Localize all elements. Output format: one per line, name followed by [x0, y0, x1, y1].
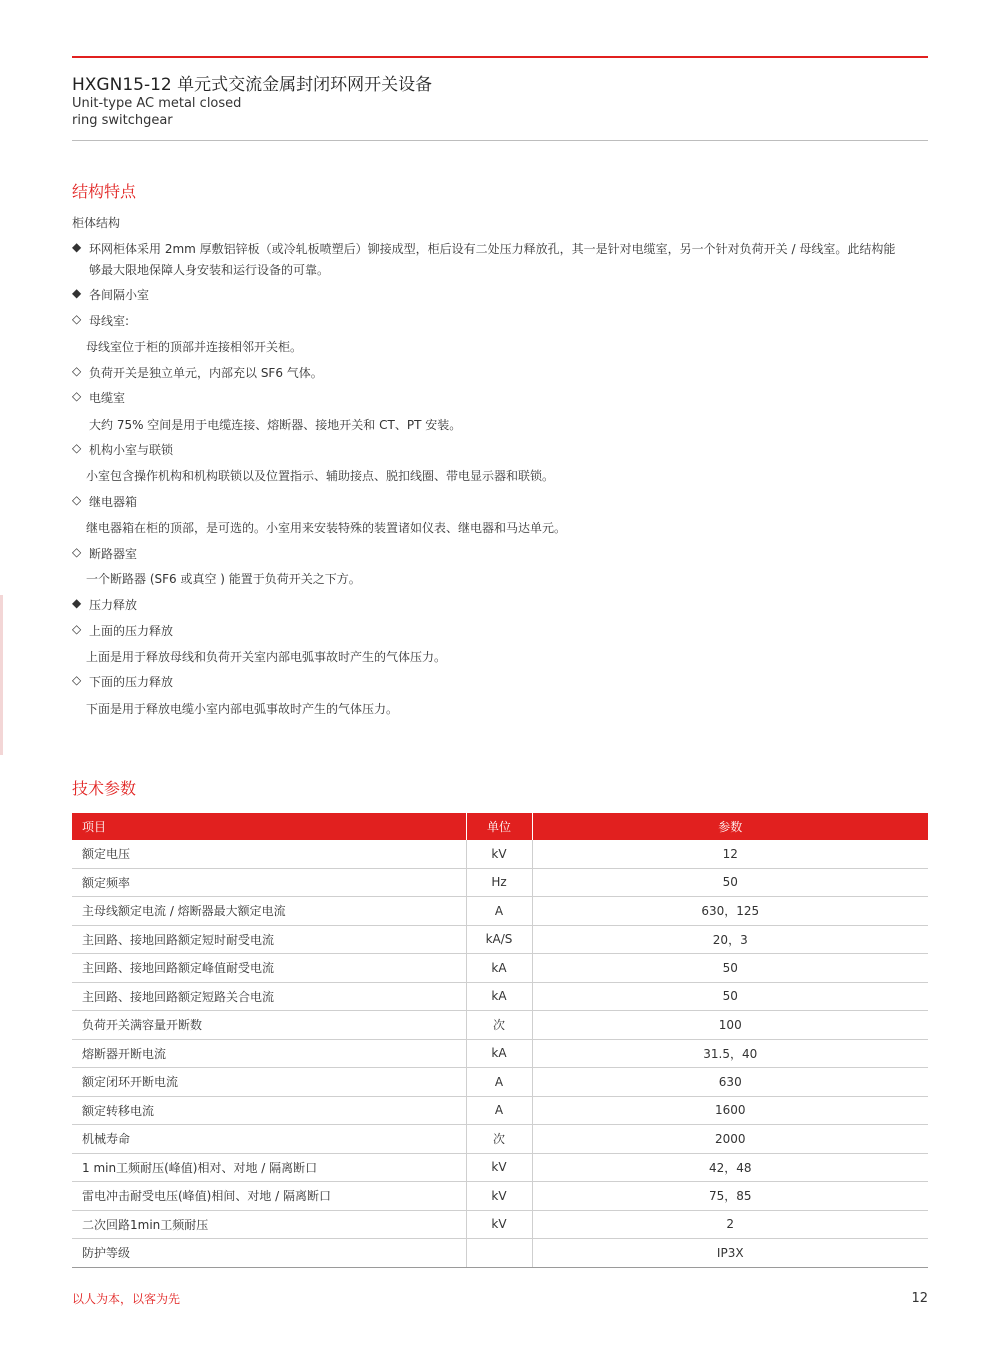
side-decoration — [0, 595, 3, 755]
table-row — [72, 840, 928, 868]
table-row — [72, 954, 928, 983]
lower-pressure-text: 下面是用于释放电缆小室内部电弧事故时产生的气体压力。 — [86, 702, 399, 716]
row-value: 630，125 — [532, 897, 928, 926]
row-item: 负荷开关满容量开断数 — [72, 1011, 466, 1040]
row-unit: 次 — [466, 1125, 532, 1154]
row-item: 额定频率 — [72, 868, 466, 897]
open-diamond-icon: ◇ — [72, 493, 82, 507]
table-row — [72, 1039, 928, 1068]
table-row — [72, 1011, 928, 1040]
structure-heading: 结构特点 — [72, 182, 137, 201]
mechanism-text: 小室包含操作机构和机构联锁以及位置指示、辅助接点、脱扣线圈、带电显示器和联锁。 — [86, 469, 555, 483]
compartments-title: 各间隔小室 — [89, 288, 150, 302]
row-unit: 次 — [466, 1011, 532, 1040]
table-row — [72, 1125, 928, 1154]
table-header-row — [72, 813, 928, 840]
upper-pressure-title: 上面的压力释放 — [89, 624, 174, 638]
row-item: 主回路、接地回路额定峰值耐受电流 — [72, 954, 466, 983]
row-value: 100 — [532, 1011, 928, 1040]
column-header-item: 项目 — [72, 813, 466, 840]
row-unit: kV — [466, 1153, 532, 1182]
row-unit: kA — [466, 982, 532, 1011]
row-item: 主回路、接地回路额定短时耐受电流 — [72, 925, 466, 954]
tech-params-table — [72, 813, 928, 1268]
breaker-text: 一个断路器 (SF6 或真空 ) 能置于负荷开关之下方。 — [86, 572, 361, 586]
open-diamond-icon: ◇ — [72, 312, 82, 326]
row-value: 75，85 — [532, 1182, 928, 1211]
tech-heading: 技术参数 — [72, 779, 137, 798]
open-diamond-icon: ◇ — [72, 441, 82, 455]
row-item: 主回路、接地回路额定短路关合电流 — [72, 982, 466, 1011]
row-unit: kA — [466, 954, 532, 983]
table-row — [72, 1153, 928, 1182]
row-value: 50 — [532, 954, 928, 983]
open-diamond-icon: ◇ — [72, 673, 82, 687]
column-header-value: 参数 — [532, 813, 928, 840]
table-row — [72, 1210, 928, 1239]
table-row — [72, 1182, 928, 1211]
cable-text: 大约 75% 空间是用于电缆连接、熔断器、接地开关和 CT、PT 安装。 — [89, 418, 462, 432]
busbar-text: 母线室位于柜的顶部并连接相邻开关柜。 — [86, 340, 303, 354]
column-header-unit: 单位 — [466, 813, 532, 840]
row-item: 雷电冲击耐受电压(峰值)相间、对地 / 隔离断口 — [72, 1182, 466, 1211]
load-switch-text: 负荷开关是独立单元，内部充以 SF6 气体。 — [89, 366, 323, 380]
row-unit: A — [466, 1068, 532, 1097]
row-unit: Hz — [466, 868, 532, 897]
open-diamond-icon: ◇ — [72, 622, 82, 636]
pressure-title: 压力释放 — [89, 598, 138, 612]
row-value: 50 — [532, 982, 928, 1011]
open-diamond-icon: ◇ — [72, 364, 82, 378]
cabinet-paragraph-line2: 够最大限地保障人身安装和运行设备的可靠。 — [89, 263, 330, 277]
row-unit: A — [466, 1096, 532, 1125]
busbar-title: 母线室: — [89, 314, 130, 328]
row-value: 2 — [532, 1210, 928, 1239]
row-item: 额定闭环开断电流 — [72, 1068, 466, 1097]
cabinet-label: 柜体结构 — [72, 216, 121, 230]
header-accent-line — [72, 56, 928, 58]
row-value: 20，3 — [532, 925, 928, 954]
row-item: 额定电压 — [72, 840, 466, 868]
cable-title: 电缆室 — [89, 391, 126, 405]
row-unit: kV — [466, 840, 532, 868]
table-row — [72, 868, 928, 897]
table-row — [72, 1239, 928, 1268]
row-value: 1600 — [532, 1096, 928, 1125]
row-unit: kA — [466, 1039, 532, 1068]
row-unit: kV — [466, 1182, 532, 1211]
footer-slogan: 以人为本，以客为先 — [72, 1292, 181, 1306]
row-item: 熔断器开断电流 — [72, 1039, 466, 1068]
filled-diamond-icon: ◆ — [72, 240, 82, 254]
table-row — [72, 982, 928, 1011]
row-item: 机械寿命 — [72, 1125, 466, 1154]
filled-diamond-icon: ◆ — [72, 286, 82, 300]
upper-pressure-text: 上面是用于释放母线和负荷开关室内部电弧事故时产生的气体压力。 — [86, 650, 447, 664]
page-subtitle-line1: Unit-type AC metal closed — [72, 96, 242, 111]
page-number: 12 — [911, 1291, 928, 1306]
table-row — [72, 1096, 928, 1125]
row-unit — [466, 1239, 532, 1268]
row-unit: kA/S — [466, 925, 532, 954]
row-item: 二次回路1min工频耐压 — [72, 1210, 466, 1239]
row-item: 1 min工频耐压(峰值)相对、对地 / 隔离断口 — [72, 1153, 466, 1182]
row-item: 主母线额定电流 / 熔断器最大额定电流 — [72, 897, 466, 926]
header-divider — [72, 140, 928, 141]
page-title: HXGN15-12 单元式交流金属封闭环网开关设备 — [72, 75, 433, 95]
table-row — [72, 925, 928, 954]
row-unit: A — [466, 897, 532, 926]
table-row — [72, 897, 928, 926]
row-item: 防护等级 — [72, 1239, 466, 1268]
relay-title: 继电器箱 — [89, 495, 138, 509]
breaker-title: 断路器室 — [89, 547, 138, 561]
lower-pressure-title: 下面的压力释放 — [89, 675, 174, 689]
row-value: 42，48 — [532, 1153, 928, 1182]
row-value: 31.5，40 — [532, 1039, 928, 1068]
open-diamond-icon: ◇ — [72, 389, 82, 403]
row-value: 50 — [532, 868, 928, 897]
row-value: 12 — [532, 840, 928, 868]
row-value: IP3X — [532, 1239, 928, 1268]
mechanism-title: 机构小室与联锁 — [89, 443, 174, 457]
cabinet-paragraph-line1: 环网柜体采用 2mm 厚敷铝锌板（或冷轧板喷塑后）铆接成型，柜后设有二处压力释放孔，其一是针对电缆室，另一个针对负荷开关 / 母线室。此结构能 — [89, 242, 896, 256]
row-value: 2000 — [532, 1125, 928, 1154]
filled-diamond-icon: ◆ — [72, 596, 82, 610]
open-diamond-icon: ◇ — [72, 545, 82, 559]
row-unit: kV — [466, 1210, 532, 1239]
page-subtitle-line2: ring switchgear — [72, 113, 173, 128]
table-row — [72, 1068, 928, 1097]
row-value: 630 — [532, 1068, 928, 1097]
row-item: 额定转移电流 — [72, 1096, 466, 1125]
relay-text: 继电器箱在柜的顶部，是可选的。小室用来安装特殊的装置诸如仪表、继电器和马达单元。 — [86, 521, 567, 535]
